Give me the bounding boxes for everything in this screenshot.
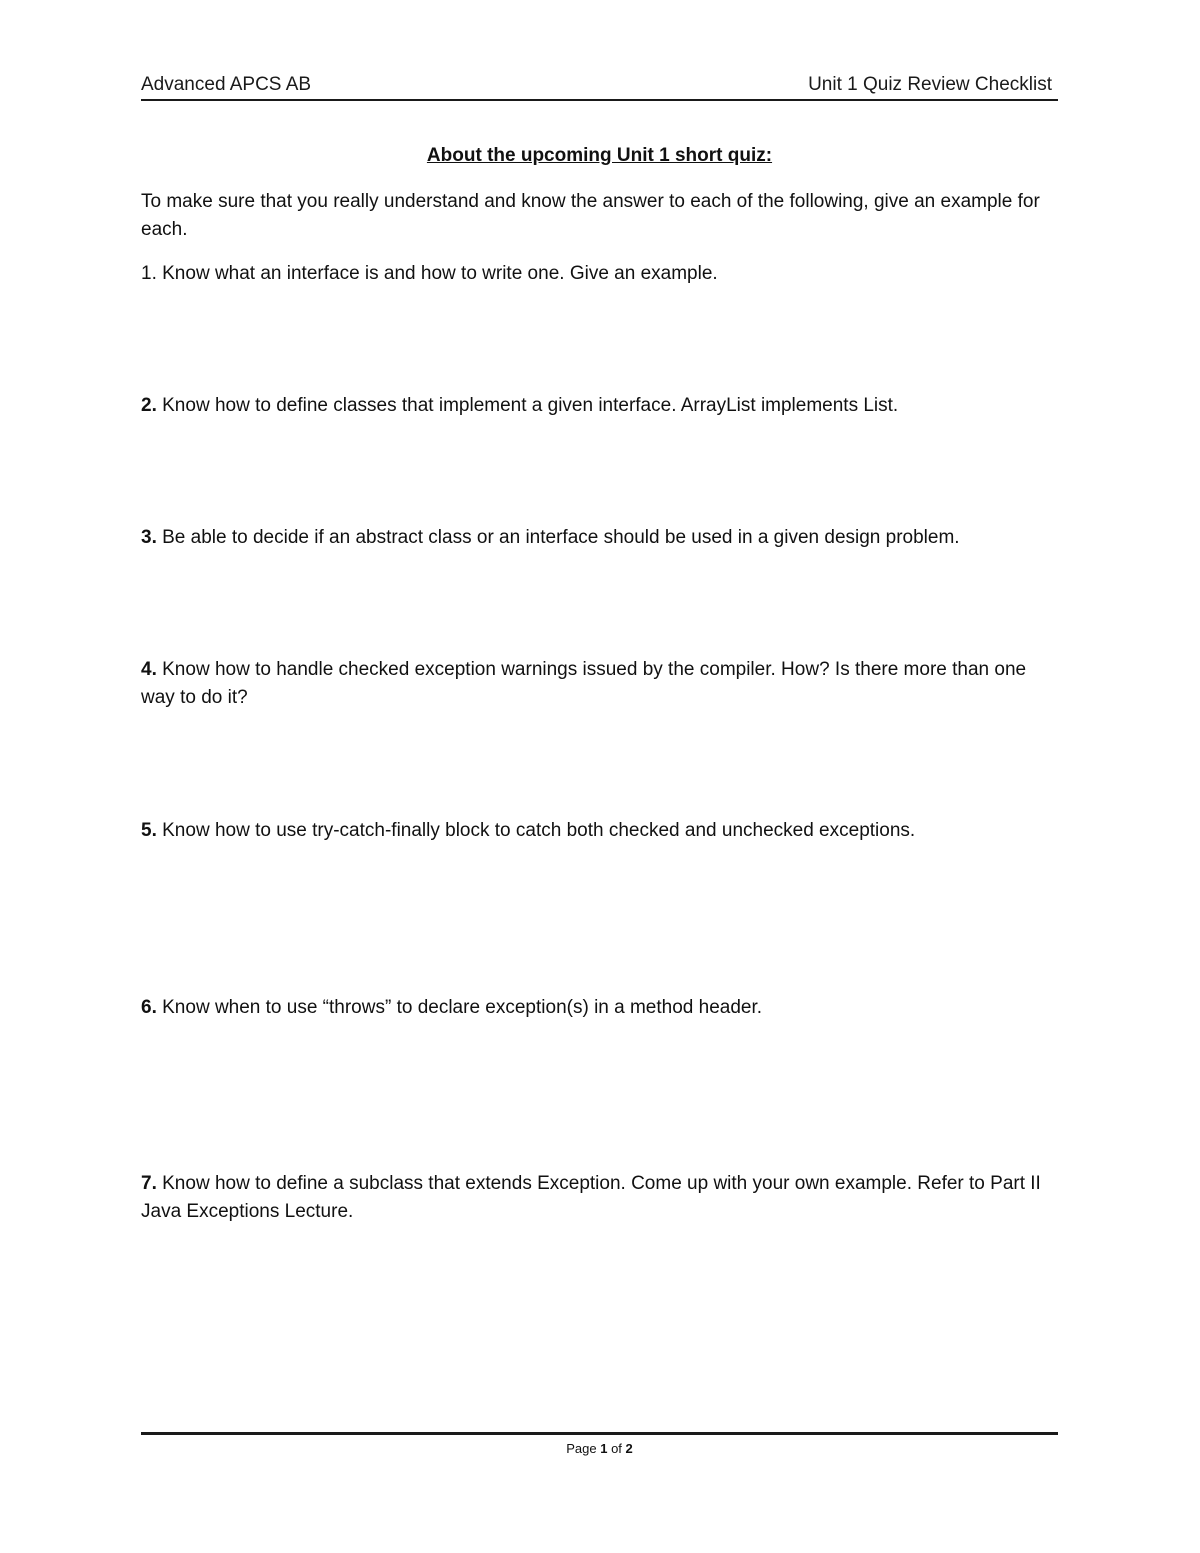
checklist-item-6 [141, 994, 1058, 1022]
item-number: 3. [141, 527, 157, 548]
checklist-item-1 [141, 260, 1058, 288]
footer-total-pages: 2 [625, 1441, 633, 1456]
checklist-item-2 [141, 392, 1058, 420]
footer-page-word: Page [566, 1441, 597, 1456]
page-header [141, 72, 1058, 101]
item-text: Know how to handle checked exception warnings issued by the compiler. How? Is there more than one way to do it? [141, 659, 1027, 708]
checklist-item-5 [141, 817, 1058, 845]
item-number: 1. [141, 263, 157, 284]
item-text: Know when to use “throws” to declare exception(s) in a method header. [156, 997, 763, 1018]
section-title: About the upcoming Unit 1 short quiz: [426, 145, 773, 166]
item-text: Know how to define a subclass that extends Exception. Come up with your own example. Refer to Part II Java Exceptions Lecture. [141, 1173, 1041, 1222]
header-document-title: Unit 1 Quiz Review Checklist [808, 74, 1052, 95]
checklist-item-7 [141, 1170, 1058, 1226]
footer-of-word: of [611, 1441, 622, 1456]
item-text: Know how to use try-catch-finally block to catch both checked and unchecked exceptions. [156, 820, 916, 841]
item-number: 4. [141, 659, 157, 680]
item-number: 6. [141, 997, 157, 1018]
footer-current-page: 1 [600, 1441, 608, 1456]
item-text: Know how to define classes that implement a given interface. ArrayList implements List. [156, 395, 899, 416]
checklist-item-3 [141, 524, 1058, 552]
header-course-name: Advanced APCS AB [141, 74, 312, 95]
page-footer [141, 1432, 1058, 1457]
item-text: Be able to decide if an abstract class or an interface should be used in a given design problem. [156, 527, 960, 548]
item-text: Know what an interface is and how to write one. Give an example. [156, 263, 718, 284]
item-number: 5. [141, 820, 157, 841]
item-number: 2. [141, 395, 157, 416]
checklist-item-4 [141, 656, 1058, 712]
item-number: 7. [141, 1173, 157, 1194]
intro-paragraph: To make sure that you really understand and know the answer to each of the following, give an example for each. [141, 191, 1040, 240]
